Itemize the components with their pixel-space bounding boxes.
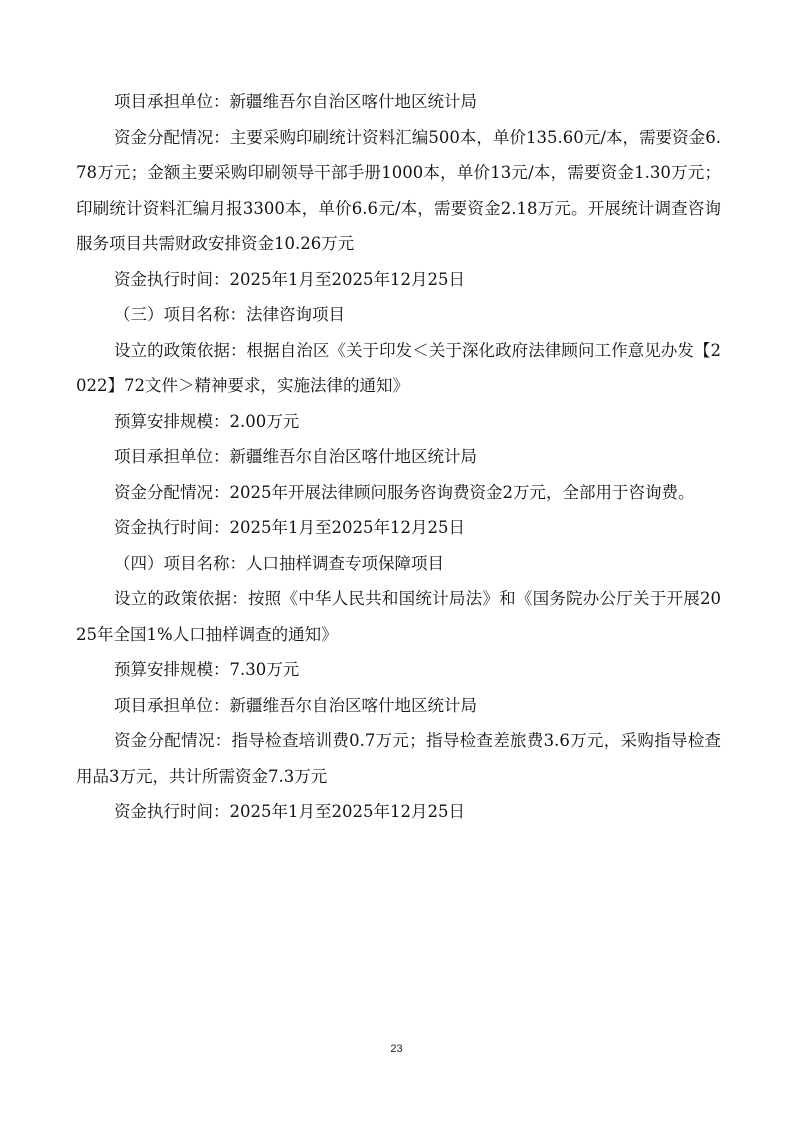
paragraph-undertaking-unit-4: 项目承担单位：新疆维吾尔自治区喀什地区统计局 [114,695,477,715]
paragraph-budget-scale-4: 预算安排规模：7.30万元 [114,660,300,679]
paragraph-undertaking-unit-3: 项目承担单位：新疆维吾尔自治区喀什地区统计局 [114,447,477,466]
paragraph-execution-time-4: 资金执行时间：2025年1月至2025年12月25日 [114,802,465,821]
section-heading-3: （三）项目名称：法律咨询项目 [114,305,345,324]
paragraph-policy-basis-4: 设立的政策依据：按照《中华人民共和国统计局法》和《国务院办公厅关于开展2025年全国1%人口抽样调查的通知》 [76,589,721,644]
section-heading-4: （四）项目名称：人口抽样调查专项保障项目 [114,553,444,573]
paragraph-budget-scale-3: 预算安排规模：2.00万元 [114,411,300,431]
document-body [76,84,721,830]
paragraph-execution-time-2: 资金执行时间：2025年1月至2025年12月25日 [114,269,465,289]
page-number: 23 [390,1043,403,1055]
paragraph-undertaking-unit-2: 项目承担单位：新疆维吾尔自治区喀什地区统计局 [114,92,477,111]
paragraph-fund-allocation-4: 资金分配情况：指导检查培训费0.7万元；指导检查差旅费3.6万元，采购指导检查用品3万元，共计所需资金7.3万元 [76,731,721,786]
paragraph-fund-allocation-2: 资金分配情况：主要采购印刷统计资料汇编500本，单价135.60元/本，需要资金6.78万元；金额主要采购印刷领导干部手册1000本，单价13元/本，需要资金1.30万元；印刷统计资料汇编月报3300本，单价6.6元/本，需要资金2.18万元。开展统计调查咨询服务项目共需财政安排资金10.26万元 [76,127,721,253]
paragraph-policy-basis-3: 设立的政策依据：根据自治区《关于印发＜关于深化政府法律顾问工作意见办发【2022】72文件＞精神要求，实施法律的通知》 [76,340,721,395]
paragraph-execution-time-3: 资金执行时间：2025年1月至2025年12月25日 [114,518,465,537]
paragraph-fund-allocation-3: 资金分配情况：2025年开展法律顾问服务咨询费资金2万元，全部用于咨询费。 [114,482,695,502]
